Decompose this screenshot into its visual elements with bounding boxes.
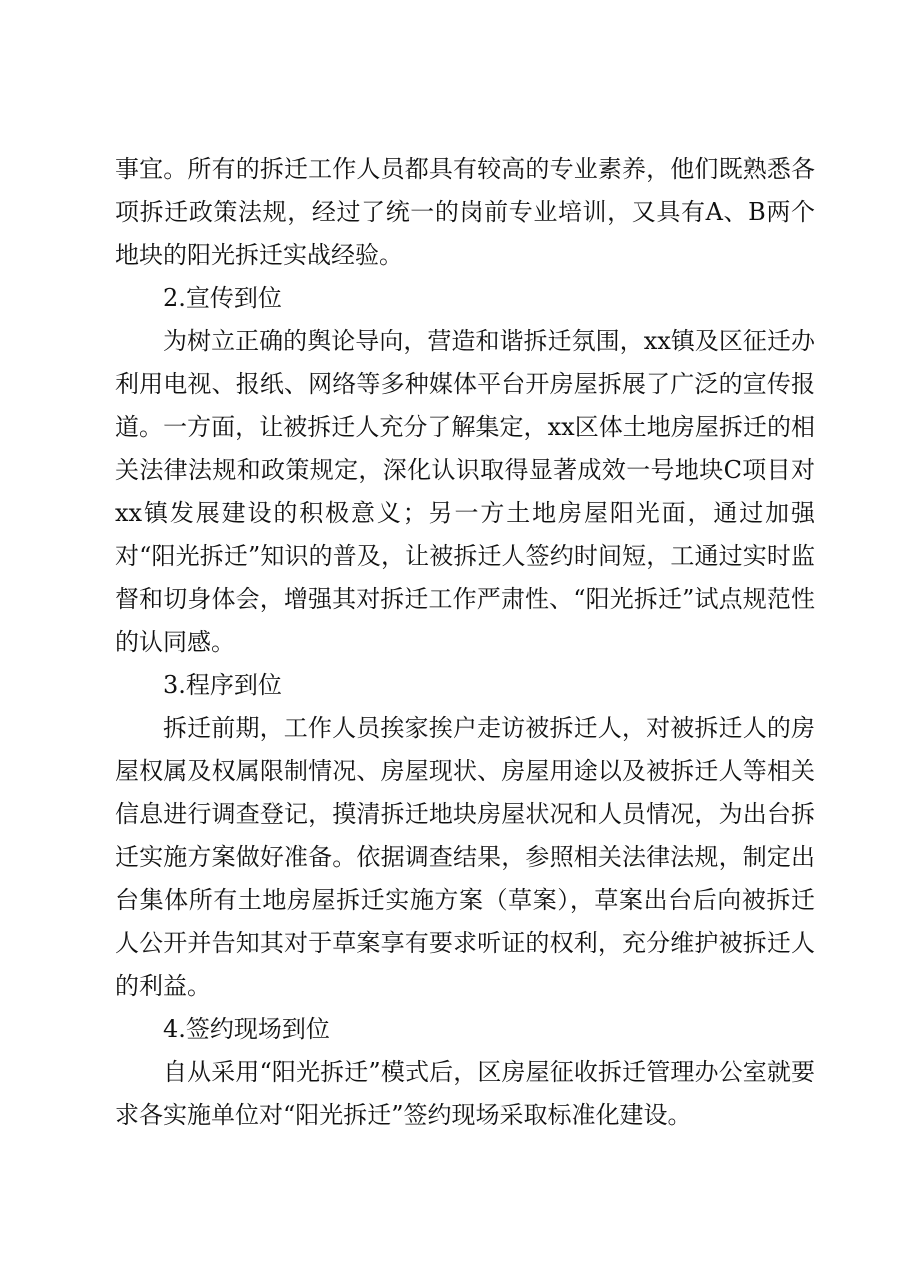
- paragraph-procedure: 拆迁前期，工作人员挨家挨户走访被拆迁人，对被拆迁人的房屋权属及权属限制情况、房屋现状、房屋用途以及被拆迁人等相关信息进行调查登记，摸清拆迁地块房屋状况和人员情况，为出台拆迁实施方案做好准备。依据调查结果，参照相关法律法规，制定出台集体所有土地房屋拆迁实施方案（草案），草案出台后向被拆迁人公开并告知其对于草案享有要求听证的权利，充分维护被拆迁人的利益。: [115, 714, 815, 1000]
- section-heading-signing-site: 4.签约现场到位: [163, 1015, 330, 1043]
- paragraph-signing-site: 自从采用“阳光拆迁”模式后，区房屋征收拆迁管理办公室就要求各实施单位对“阳光拆迁”签约现场采取标准化建设。: [115, 1058, 815, 1129]
- paragraph-publicity: 为树立正确的舆论导向，营造和谐拆迁氛围，xx镇及区征迁办利用电视、报纸、网络等多种媒体平台开房屋拆展了广泛的宣传报道。一方面，让被拆迁人充分了解集定，xx区体土地房屋拆迁的相关法律法规和政策规定，深化认识取得显著成效一号地块C项目对xx镇发展建设的积极意义；另一方土地房屋阳光面，通过加强对“阳光拆迁”知识的普及，让被拆迁人签约时间短，工通过实时监督和切身体会，增强其对拆迁工作严肃性、“阳光拆迁”试点规范性的认同感。: [115, 327, 815, 656]
- paragraph-continued: 事宜。所有的拆迁工作人员都具有较高的专业素养，他们既熟悉各项拆迁政策法规，经过了统一的岗前专业培训，又具有A、B两个地块的阳光拆迁实战经验。: [115, 155, 815, 269]
- document-body: [115, 148, 815, 1137]
- section-heading-procedure: 3.程序到位: [163, 671, 282, 699]
- section-heading-publicity: 2.宣传到位: [163, 284, 282, 312]
